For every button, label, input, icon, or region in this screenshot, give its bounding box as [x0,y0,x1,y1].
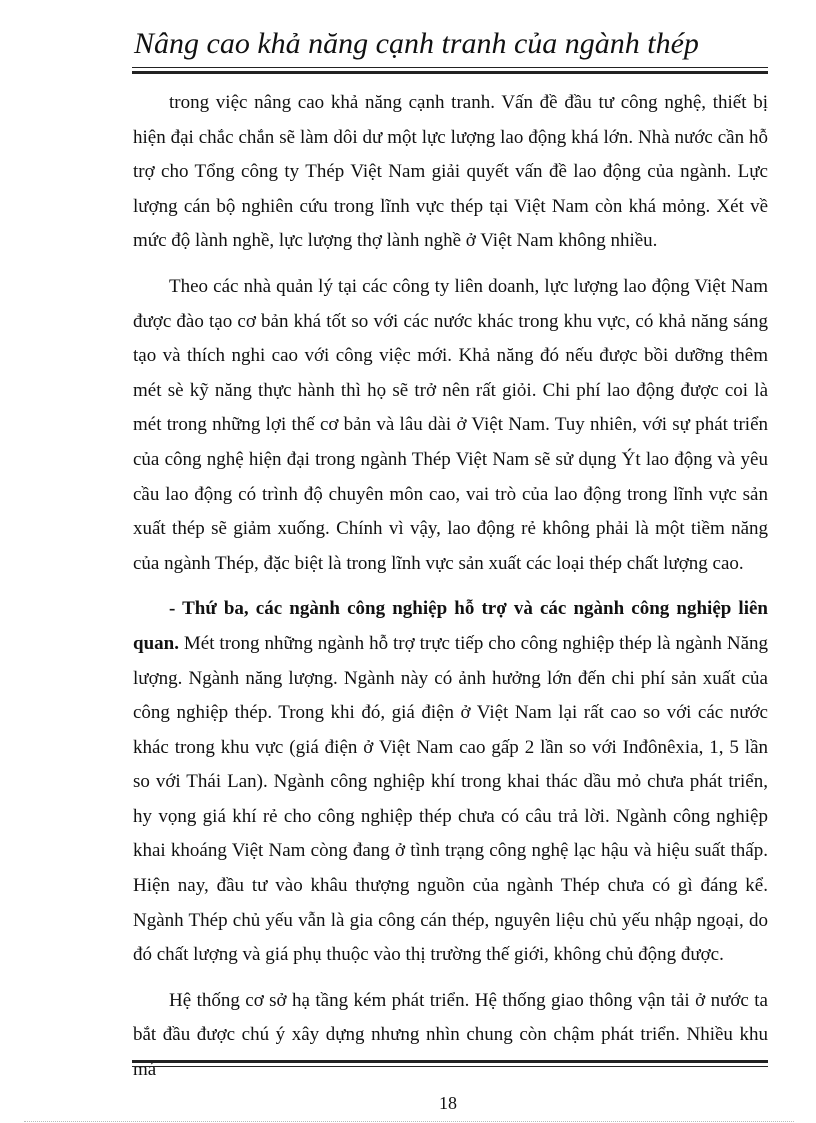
footer-rule-thin [132,1066,768,1067]
paragraph-1: trong việc nâng cao khả năng cạnh tranh. Vấn đề đầu tư công nghệ, thiết bị hiện đại chắc chắn sẽ làm dôi dư một lực lượng lao động khá lớn. Nhà nước cần hỗ trợ cho Tổng công ty Thép Việt Nam giải quyết vấn đề lao động của ngành. Lực lượng cán bộ nghiên cứu trong lĩnh vực thép tại Việt Nam còn khá mỏng. Xét về mức độ lành nghề, lực lượng thợ lành nghề ở Việt Nam không nhiều. [133,92,768,252]
footer-rule-thick [132,1060,768,1063]
page-header-title: Nâng cao khả năng cạnh tranh của ngành thép [134,27,699,60]
page-number: 18 [439,1093,457,1113]
paragraph-3-lead: - Thứ ba, các ngành công nghiệp hỗ trợ và các ngành công nghiệp liên quan. [133,598,768,654]
body-text [133,86,768,1099]
paragraph-4: Hệ thống cơ sở hạ tầng kém phát triển. Hệ thống giao thông vận tải ở nước ta bắt đầu được chú ý xây dựng nhưng nhìn chung còn chậm phát triển. Nhiều khu má [133,989,768,1081]
header-rule-thick [132,71,768,74]
page-edge-dotted-line [24,1121,794,1122]
paragraph-3-text: Mét trong những ngành hỗ trợ trực tiếp cho công nghiệp thép là ngành Năng lượng. Ngành năng lượng. Ngành này có ảnh hưởng lớn đến chi phí sản xuất của công nghiệp thép. Trong khi đó, giá điện ở Việt Nam lại rất cao so với các nước khác trong khu vực (giá điện ở Việt Nam cao gấp 2 lần so với Inđônêxia, 1, 5 lần so với Thái Lan). Ngành công nghiệp khí trong khai thác dầu mỏ chưa phát triển, hy vọng giá khí rẻ cho công nghiệp thép chưa có câu trả lời. Ngành công nghiệp khai khoáng Việt Nam còng đang ở tình trạng công nghệ lạc hậu và hiệu suất thấp. Hiện nay, đầu tư vào khâu thượng nguồn của ngành Thép chưa có gì đáng kể. Ngành Thép chủ yếu vẫn là gia công cán thép, nguyên liệu chủ yếu nhập ngoại, do đó chất lượng và giá phụ thuộc vào thị trường thế giới, không chủ động được. [133,632,768,966]
paragraph-3 [133,592,768,973]
header-rule-thin [132,67,768,68]
paragraph-2: Theo các nhà quản lý tại các công ty liên doanh, lực lượng lao động Việt Nam được đào tạo cơ bản khá tốt so với các nước khác trong khu vực, có khả năng sáng tạo và thích nghi cao với công việc mới. Khả năng đó nếu được bồi dưỡng thêm mét sè kỹ năng thực hành thì họ sẽ trở nên rất giỏi. Chi phí lao động được coi là mét trong những lợi thế cơ bản và lâu dài ở Việt Nam. Tuy nhiên, với sự phát triển của công nghệ hiện đại trong ngành Thép Việt Nam sẽ sử dụng Ýt lao động và yêu cầu lao động có trình độ chuyên môn cao, vai trò của lao động trong lĩnh vực sản xuất thép sẽ giảm xuống. Chính vì vậy, lao động rẻ không phải là một tiềm năng của ngành Thép, đặc biệt là trong lĩnh vực sản xuất các loại thép chất lượng cao. [133,275,768,574]
